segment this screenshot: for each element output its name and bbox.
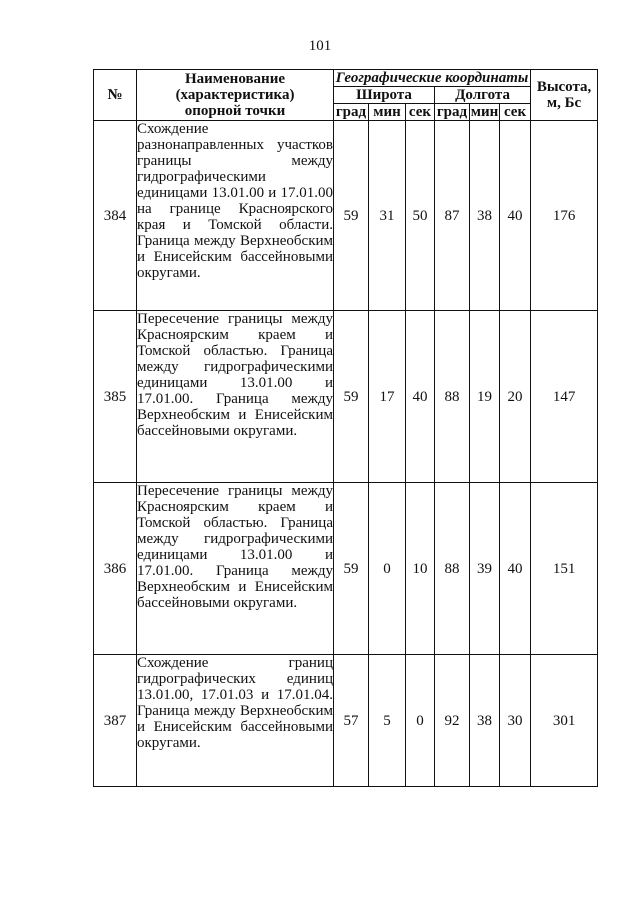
- height-value: 151: [531, 483, 598, 655]
- header-height-line2: м, Бс: [546, 95, 582, 111]
- table-row: [94, 311, 598, 483]
- lat-deg: 59: [334, 311, 369, 483]
- height-value: 147: [531, 311, 598, 483]
- point-number: 386: [94, 483, 137, 655]
- point-number: 384: [94, 121, 137, 311]
- header-lat-min: мин: [369, 104, 406, 121]
- header-name-line2: (характеристика): [175, 87, 295, 103]
- lon-sec: 20: [500, 311, 531, 483]
- lon-min: 19: [470, 311, 500, 483]
- page-number: 101: [308, 38, 332, 54]
- lat-sec: 0: [406, 655, 435, 787]
- header-latitude: Широта: [334, 87, 435, 104]
- lon-deg: 88: [435, 483, 470, 655]
- lat-deg: 57: [334, 655, 369, 787]
- lat-sec: 50: [406, 121, 435, 311]
- lat-sec: 10: [406, 483, 435, 655]
- lat-deg: 59: [334, 483, 369, 655]
- header-coordinates: Географические координаты: [334, 70, 531, 87]
- lon-min: 38: [470, 655, 500, 787]
- lon-deg: 88: [435, 311, 470, 483]
- lon-deg: 92: [435, 655, 470, 787]
- header-lon-deg: град: [435, 104, 470, 121]
- table-row: [94, 655, 598, 787]
- lat-sec: 40: [406, 311, 435, 483]
- header-longitude: Долгота: [435, 87, 531, 104]
- header-lon-min: мин: [470, 104, 499, 120]
- table-header: [94, 70, 598, 121]
- point-description: Пересечение границы между Красноярским краем и Томской областью. Граница между гидрографическими единицами 13.01.00 и 17.01.00. Граница между Верхнеобским и Енисейским бассейновыми округами.: [137, 311, 334, 483]
- lon-sec: 30: [500, 655, 531, 787]
- point-description: Схождение разнонаправленных участков границы между гидрографическими единицами 13.01.00 и 17.01.00 на границе Красноярского края и Томской области. Граница между Верхнеобским и Енисейским бассейновыми округами.: [137, 121, 334, 311]
- header-lat-deg: град: [334, 104, 369, 121]
- header-name-line3: опорной точки: [184, 103, 286, 119]
- header-lat-sec: сек: [406, 104, 435, 121]
- lon-sec: 40: [500, 483, 531, 655]
- table-row: [94, 121, 598, 311]
- lat-deg: 59: [334, 121, 369, 311]
- header-number: №: [94, 70, 137, 121]
- lon-min: 39: [470, 483, 500, 655]
- point-number: 387: [94, 655, 137, 787]
- header-name: [137, 70, 334, 121]
- point-description: Пересечение границы между Красноярским краем и Томской областью. Граница между гидрографическими единицами 13.01.00 и 17.01.00. Граница между Верхнеобским и Енисейским бассейновыми округами.: [137, 483, 334, 655]
- reference-points-table: [93, 69, 598, 787]
- height-value: 176: [531, 121, 598, 311]
- header-lon-sec: сек: [500, 104, 531, 121]
- point-description: Схождение границ гидрографических единиц 13.01.00, 17.01.03 и 17.01.04. Граница между Верхнеобским и Енисейским бассейновыми округами.: [137, 655, 334, 787]
- lon-sec: 40: [500, 121, 531, 311]
- point-number: 385: [94, 311, 137, 483]
- header-name-line1: Наименование: [185, 71, 285, 87]
- lat-min: 5: [369, 655, 406, 787]
- lon-min: 38: [470, 121, 500, 311]
- lon-deg: 87: [435, 121, 470, 311]
- header-height: [531, 70, 598, 121]
- height-value: 301: [531, 655, 598, 787]
- table-row: [94, 483, 598, 655]
- header-height-line1: Высота,: [536, 79, 592, 95]
- lat-min: 31: [369, 121, 406, 311]
- lat-min: 17: [369, 311, 406, 483]
- lat-min: 0: [369, 483, 406, 655]
